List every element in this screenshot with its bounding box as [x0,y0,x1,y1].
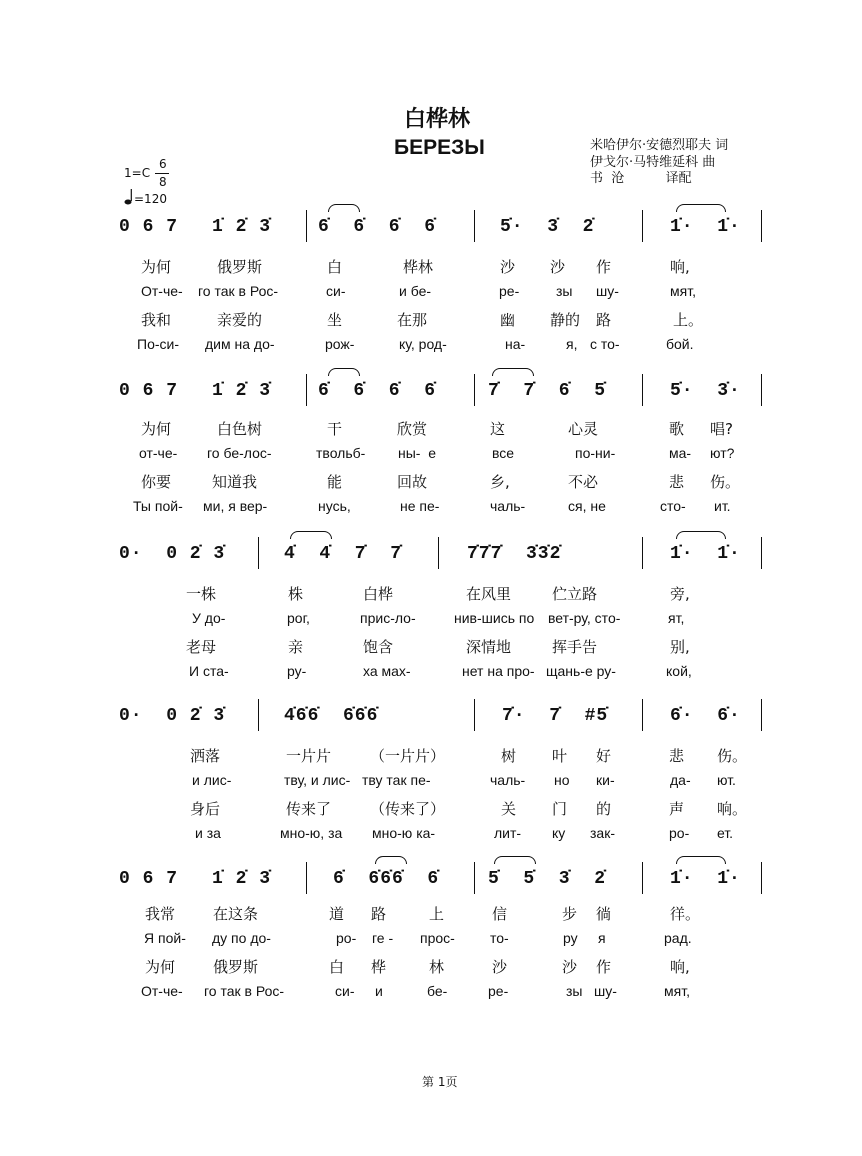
lyric: 悲 [669,473,685,491]
lyric: 为何 [141,420,172,438]
lyric: 乡, [490,473,510,491]
bar-line [642,210,643,242]
tie-slur [492,368,534,376]
lyric: 在那 [397,311,428,329]
measure-notes: 1̇ 2̇ 3̇ [212,869,272,889]
song-title-russian: БЕРЕЗЫ [394,136,485,159]
bar-line [438,537,439,569]
lyric: 为何 [141,258,172,276]
lyric: 为何 [145,958,176,976]
lyric: 亲 [288,638,304,656]
measure-notes: 1̇· 1̇· [670,544,741,564]
lyric: мят, [664,983,690,999]
lyric: 在这条 [213,905,259,923]
lyric: 步 [562,905,578,923]
lyric: 响, [670,258,690,276]
lyric: 心灵 [568,420,599,438]
lyric: мят, [670,283,696,299]
lyric: 路 [596,311,612,329]
lyric: （一片片） [370,747,446,765]
lyric: рож- [325,336,355,352]
lyric: 门 [552,800,568,818]
lyric: 的 [596,800,612,818]
lyric: твольб- [316,445,366,461]
lyric: 沙 [550,258,566,276]
lyric: 沙 [500,258,516,276]
bar-line [642,699,643,731]
lyric: 伫立路 [552,585,598,603]
lyric: ют? [710,445,735,461]
lyric: зы [566,983,583,999]
lyric: 饱含 [363,638,394,656]
lyric: Ты пой- [133,498,183,514]
lyric: щань-е ру- [546,663,616,679]
time-signature-denominator: 8 [159,175,167,189]
measure-notes: 6̇ 6̇6̇6̇ 6̇ [333,869,440,889]
measure-notes: 0 6 7 [119,381,179,401]
lyric: от-че- [139,445,178,461]
bar-line [642,537,643,569]
bar-line [474,699,475,731]
lyric: я [598,930,606,946]
lyric: дим на до- [205,336,275,352]
lyric: От-че- [141,283,183,299]
measure-notes: 0 6 7 [119,869,179,889]
lyric: 坐 [327,311,343,329]
lyric: （传来了） [370,800,446,818]
lyric: и бе- [399,283,432,299]
quarter-note-icon [124,188,134,206]
bar-line [761,374,762,406]
lyric: 我常 [145,905,176,923]
lyric: 欣赏 [397,420,428,438]
lyric: 林 [429,958,445,976]
lyric: го так в Рос- [198,283,279,299]
lyric: По-си- [137,336,179,352]
bar-line [474,374,475,406]
lyric: мно-ю ка- [372,825,436,841]
lyric: 信 [492,905,508,923]
lyric: 好 [596,747,612,765]
lyric: и [375,983,383,999]
lyric: лит- [494,825,522,841]
lyric: чаль- [490,498,526,514]
measure-notes: 1̇ 2̇ 3̇ [212,217,272,237]
lyric: рог, [287,610,310,626]
lyric: 静的 [550,311,581,329]
measure-notes: 5̇· 3̇ 2̇ [500,217,595,237]
lyric: 叶 [552,747,568,765]
lyric: 白 [329,958,345,976]
lyric: на- [505,336,526,352]
lyric: ре- [499,283,520,299]
lyric: ру- [287,663,307,679]
time-signature-line [155,173,169,174]
lyric: 俄罗斯 [217,258,263,276]
lyric: бе- [427,983,448,999]
lyric: 伤。 [710,473,741,491]
credit-lyricist: 米哈伊尔·安德烈耶夫 词 [590,138,729,153]
lyric: тву, и лис- [284,772,351,788]
lyric: 上。 [673,311,704,329]
lyric: ре- [488,983,509,999]
lyric: прис-ло- [360,610,416,626]
bar-line [474,862,475,894]
lyric: ру [563,930,578,946]
tie-slur [676,856,726,864]
tie-slur [328,204,360,212]
lyric: 桦 [371,958,387,976]
lyric: рад. [664,930,692,946]
time-signature-numerator: 6 [159,157,167,171]
measure-notes: 0· 0 2̇ 3̇ [119,544,226,564]
lyric: 道 [329,905,345,923]
lyric: 树 [501,747,517,765]
lyric: ит. [714,498,731,514]
lyric: 能 [327,473,343,491]
lyric: 沙 [492,958,508,976]
bar-line [761,537,762,569]
lyric: ми, я вер- [203,498,268,514]
lyric: зак- [590,825,615,841]
bar-line [258,699,259,731]
lyric: 知道我 [212,473,258,491]
lyric: да- [670,772,691,788]
lyric: 这 [490,420,506,438]
lyric: ге - [372,930,394,946]
measure-notes: 7̇· 7̇ #5̇ [502,706,609,726]
lyric: 老母 [186,638,217,656]
lyric: не пе- [400,498,440,514]
lyric: ку [552,825,566,841]
lyric: ки- [596,772,615,788]
lyric: 洒落 [190,747,221,765]
lyric: 路 [371,905,387,923]
lyric: мно-ю, за [280,825,343,841]
lyric: 白桦 [363,585,394,603]
lyric: От-че- [141,983,183,999]
bar-line [306,862,307,894]
lyric: 别, [670,638,690,656]
bar-line [306,210,307,242]
lyric: 作 [596,958,612,976]
lyric: ма- [669,445,692,461]
lyric: 歌 [669,420,685,438]
lyric: 旁, [670,585,690,603]
lyric: шу- [596,283,619,299]
lyric: 白 [327,258,343,276]
lyric: 幽 [500,311,516,329]
lyric: все [492,445,515,461]
lyric: 响。 [717,800,748,818]
measure-notes: 5̇· 3̇· [670,381,741,401]
lyric: 不必 [568,473,599,491]
lyric: 上 [429,905,445,923]
measure-notes: 4̇ 4̇ 7̇ 7̇ [284,544,403,564]
tempo-marking: =120 [134,192,167,206]
lyric: 在风里 [466,585,512,603]
lyric: по-ни- [575,445,616,461]
lyric: но [554,772,570,788]
measure-notes: 6̇ 6̇ 6̇ 6̇ [318,217,437,237]
measure-notes: 1̇ 2̇ 3̇ [212,381,272,401]
lyric: 身后 [190,800,221,818]
bar-line [761,699,762,731]
lyric: 传来了 [286,800,332,818]
lyric: и лис- [192,772,232,788]
lyric: 徉。 [670,905,701,923]
lyric: 徜 [596,905,612,923]
lyric: го бе-лос- [207,445,272,461]
lyric: нив-шись по [454,610,535,626]
lyric: чаль- [490,772,526,788]
measure-notes: 5̇ 5̇ 3̇ 2̇ [488,869,607,889]
lyric: ха мах- [363,663,411,679]
lyric: ро- [669,825,690,841]
lyric: Я пой- [144,930,186,946]
lyric: 一株 [186,585,217,603]
lyric: нусь, [318,498,351,514]
lyric: 一片片 [286,747,332,765]
lyric: 干 [327,420,343,438]
page-number: 第 1页 [422,1075,458,1089]
credit-translator: 书 沧 译配 [590,171,692,186]
lyric: си- [326,283,346,299]
lyric: 唱? [710,420,733,438]
lyric: 响, [670,958,690,976]
measure-notes: 1̇· 1̇· [670,869,741,889]
credit-composer: 伊戈尔·马特维延科 曲 [590,155,716,170]
lyric: 声 [669,800,685,818]
lyric: ку, род- [399,336,447,352]
lyric: 亲爱的 [217,311,263,329]
measure-notes: 4̇6̇6̇ 6̇6̇6̇ [284,706,379,726]
measure-notes: 0· 0 2̇ 3̇ [119,706,226,726]
bar-line [642,374,643,406]
key-signature: 1=C [124,166,151,180]
measure-notes: 6̇· 6̇· [670,706,741,726]
measure-notes: 0 6 7 [119,217,179,237]
lyric: 作 [596,258,612,276]
lyric: с то- [590,336,620,352]
measure-notes: 7̇7̇7̇ 3̇3̇2̇ [467,544,562,564]
lyric: бой. [666,336,694,352]
lyric: ют. [717,772,736,788]
bar-line [474,210,475,242]
lyric: 伤。 [717,747,748,765]
lyric: я, [566,336,578,352]
tie-slur [290,531,332,539]
lyric: то- [490,930,509,946]
tie-slur [375,856,407,864]
bar-line [306,374,307,406]
measure-notes: 7̇ 7̇ 6̇ 5̇ [488,381,607,401]
lyric: 深情地 [466,638,512,656]
tie-slur [676,204,726,212]
lyric: И ста- [189,663,229,679]
tie-slur [328,368,360,376]
lyric: ду по до- [212,930,271,946]
lyric: 回故 [397,473,428,491]
lyric: и за [195,825,221,841]
bar-line [258,537,259,569]
lyric: 关 [501,800,517,818]
lyric: 白色树 [217,420,263,438]
lyric: 你要 [141,473,172,491]
bar-line [761,862,762,894]
lyric: 沙 [562,958,578,976]
tie-slur [494,856,536,864]
lyric: шу- [594,983,617,999]
lyric: 挥手告 [552,638,598,656]
measure-notes: 6̇ 6̇ 6̇ 6̇ [318,381,437,401]
lyric: У до- [192,610,226,626]
lyric: зы [556,283,573,299]
lyric: си- [335,983,355,999]
lyric: нет на про- [462,663,535,679]
lyric: вет-ру, сто- [548,610,621,626]
bar-line [642,862,643,894]
lyric: ся, не [568,498,606,514]
tie-slur [676,531,726,539]
bar-line [761,210,762,242]
lyric: ро- [336,930,357,946]
song-title-chinese: 白桦林 [404,106,471,132]
lyric: тву так пе- [362,772,431,788]
lyric: 我和 [141,311,172,329]
lyric: 俄罗斯 [213,958,259,976]
lyric: го так в Рос- [204,983,285,999]
lyric: 株 [288,585,304,603]
lyric: 悲 [669,747,685,765]
lyric: ет. [717,825,734,841]
lyric: ят, [668,610,685,626]
lyric: сто- [660,498,686,514]
measure-notes: 1̇· 1̇· [670,217,741,237]
lyric: прос- [420,930,455,946]
lyric: 桦林 [403,258,434,276]
lyric: кой, [666,663,692,679]
lyric: ны- е [398,445,437,461]
